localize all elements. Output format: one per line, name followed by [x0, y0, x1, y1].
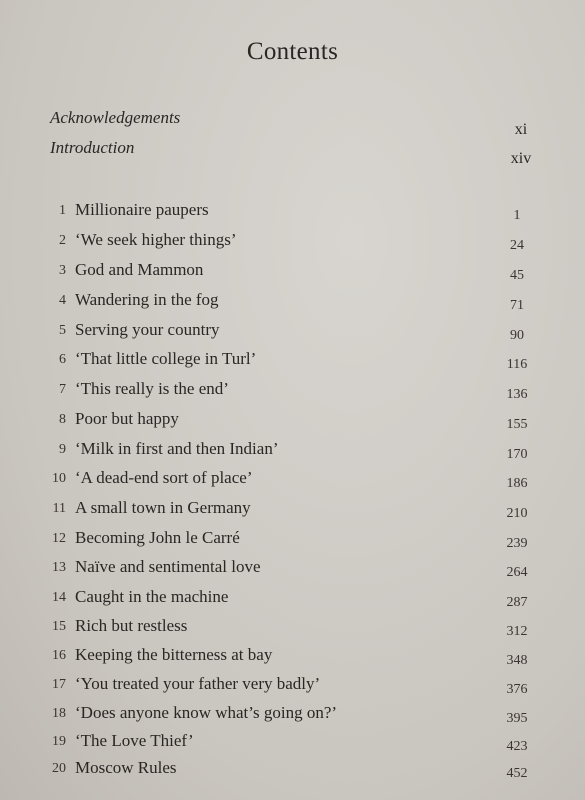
chapter-title: ‘That little college in Turl’	[75, 349, 257, 368]
chapter-row	[0, 409, 585, 435]
chapter-title: Caught in the machine	[75, 587, 229, 606]
chapter-row	[0, 528, 585, 554]
chapter-number: 1	[59, 203, 66, 218]
chapter-page: 287	[506, 595, 528, 610]
chapter-title: Millionaire paupers	[75, 200, 209, 219]
chapter-number: 13	[52, 560, 66, 575]
chapter-title: Naïve and sentimental love	[75, 557, 261, 576]
chapter-title: Wandering in the fog	[75, 290, 219, 309]
chapter-title: Becoming John le Carré	[75, 528, 240, 547]
chapter-page: 90	[510, 328, 524, 343]
chapter-page: 210	[506, 506, 528, 521]
chapter-number: 10	[52, 471, 66, 486]
chapter-row	[0, 349, 585, 375]
chapter-row	[0, 290, 585, 316]
chapter-row	[0, 616, 585, 642]
chapter-title: God and Mammon	[75, 260, 204, 279]
chapter-title: ‘The Love Thief’	[75, 731, 194, 750]
chapter-page: 170	[506, 447, 528, 462]
chapter-title: ‘You treated your father very badly’	[75, 674, 321, 693]
chapter-page: 45	[510, 268, 524, 283]
chapter-page: 376	[506, 682, 528, 697]
chapter-title: Keeping the bitterness at bay	[75, 645, 273, 664]
chapter-page: 1	[513, 208, 521, 223]
chapter-number: 11	[52, 501, 66, 516]
chapter-title: ‘Milk in first and then Indian’	[75, 439, 279, 458]
chapter-page: 312	[506, 624, 528, 639]
chapter-number: 16	[52, 648, 66, 663]
chapter-page: 186	[506, 476, 528, 491]
chapter-number: 4	[59, 293, 66, 308]
chapter-row	[0, 731, 585, 757]
chapter-number: 5	[59, 323, 66, 338]
front-matter-acknowledgements: Acknowledgements	[50, 108, 181, 127]
chapter-title: ‘Does anyone know what’s going on?’	[75, 703, 338, 722]
chapter-number: 3	[59, 263, 66, 278]
chapter-page: 348	[506, 653, 528, 668]
page-title: Contents	[246, 38, 339, 65]
chapter-row	[0, 379, 585, 405]
chapter-page: 239	[506, 536, 528, 551]
front-matter-introduction: Introduction	[50, 138, 135, 157]
chapter-page: 136	[506, 387, 528, 402]
chapter-page: 71	[510, 298, 524, 313]
chapter-row	[0, 260, 585, 286]
chapter-number: 18	[52, 706, 66, 721]
chapter-title: ‘We seek higher things’	[75, 230, 237, 249]
front-matter-introduction-page: xiv	[510, 150, 532, 167]
chapter-page: 24	[510, 238, 524, 253]
chapter-number: 14	[52, 590, 66, 605]
chapter-title: Serving your country	[75, 320, 220, 339]
chapter-row	[0, 674, 585, 700]
chapter-row	[0, 703, 585, 729]
chapter-page: 264	[506, 565, 528, 580]
chapter-title: Rich but restless	[75, 616, 188, 635]
chapter-page: 155	[506, 417, 528, 432]
chapter-row	[0, 557, 585, 583]
chapter-title: A small town in Germany	[75, 498, 251, 517]
chapter-row	[0, 320, 585, 346]
chapter-number: 12	[52, 531, 66, 546]
chapter-title: Poor but happy	[75, 409, 179, 428]
chapter-page: 395	[506, 711, 528, 726]
chapter-number: 9	[59, 442, 66, 457]
chapter-row	[0, 587, 585, 613]
chapter-page: 452	[506, 766, 528, 781]
chapter-number: 17	[52, 677, 66, 692]
chapter-row	[0, 468, 585, 494]
chapter-number: 6	[59, 352, 66, 367]
chapter-number: 2	[59, 233, 66, 248]
chapter-number: 19	[52, 734, 66, 749]
chapter-row	[0, 645, 585, 671]
chapter-page: 423	[506, 739, 528, 754]
chapter-row	[0, 498, 585, 524]
chapter-number: 8	[59, 412, 66, 427]
chapter-title: ‘A dead-end sort of place’	[75, 468, 253, 487]
chapter-row	[0, 439, 585, 465]
chapter-page: 116	[506, 357, 528, 372]
chapter-title: Moscow Rules	[75, 758, 177, 777]
chapter-number: 20	[52, 761, 66, 776]
chapter-row	[0, 758, 585, 784]
chapter-number: 7	[59, 382, 66, 397]
chapter-number: 15	[52, 619, 66, 634]
chapter-row	[0, 230, 585, 256]
chapter-title: ‘This really is the end’	[75, 379, 229, 398]
chapter-row	[0, 200, 585, 226]
front-matter-acknowledgements-page: xi	[514, 121, 528, 138]
